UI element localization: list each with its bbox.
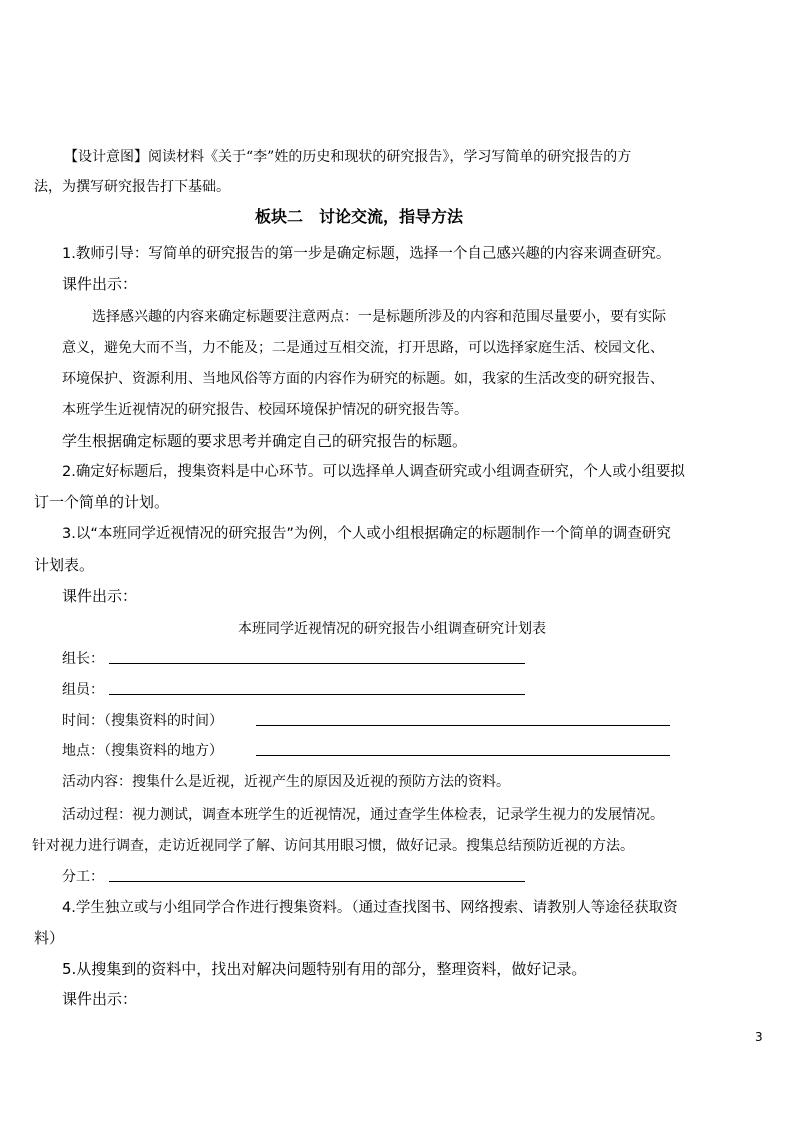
page-number: 3 — [755, 1030, 763, 1044]
p1-line1: 1.教师引导：写简单的研究报告的第一步是确定标题，选择一个自己感兴趣的内容来调查研究。 — [62, 246, 671, 262]
design-intent-line2: 法，为撰写研究报告打下基础。 — [34, 179, 230, 195]
section-title: 板块二 讨论交流，指导方法 — [255, 207, 464, 226]
p5-line1: 5.从搜集到的资料中，找出对解决问题特别有用的部分，整理资料，做好记录。 — [62, 960, 587, 978]
plan-leader-line — [109, 663, 525, 664]
plan-process-line2: 针对视力进行调查，走访近视同学了解、访问其用眼习惯，做好记录。搜集总结预防近视的方法。 — [32, 838, 634, 854]
plan-leader-label: 组长： — [62, 651, 104, 667]
box1-line2: 意义，避免大而不当，力不能及；二是通过互相交流，打开思路，可以选择家庭生活、校园文化、 — [62, 340, 664, 356]
plan-members-line — [109, 694, 525, 695]
p3-line1: 3.以“本班同学近视情况的研究报告”为例，个人或小组根据确定的标题制作一个简单的调查研究 — [62, 526, 671, 542]
plan-place-line — [256, 755, 670, 756]
box1-line4: 本班学生近视情况的研究报告、校园环境保护情况的研究报告等。 — [62, 402, 468, 418]
plan-members-label: 组员： — [62, 682, 104, 698]
box1-line1: 选择感兴趣的内容来确定标题要注意两点：一是标题所涉及的内容和范围尽量要小，要有实际 — [92, 309, 666, 325]
plan-place-label: 地点：（搜集资料的地方） — [62, 743, 223, 759]
plan-time-line — [256, 725, 670, 726]
p3-courseware: 课件出示： — [62, 587, 138, 605]
plan-content: 活动内容：搜集什么是近视，近视产生的原因及近视的预防方法的资料。 — [62, 774, 510, 790]
students-decide-title: 学生根据确定标题的要求思考并确定自己的研究报告的标题。 — [62, 432, 468, 450]
plan-division-line — [109, 881, 525, 882]
plan-time-label: 时间：（搜集资料的时间） — [62, 713, 223, 729]
p2-line1: 2.确定好标题后，搜集资料是中心环节。可以选择单人调查研究或小组调查研究，个人或小组要拟 — [62, 464, 685, 480]
plan-title: 本班同学近视情况的研究报告小组调查研究计划表 — [238, 621, 546, 637]
p5-courseware: 课件出示： — [62, 990, 138, 1008]
p2-line2: 订一个简单的计划。 — [34, 493, 170, 511]
p3-line2: 计划表。 — [34, 556, 95, 574]
plan-division-label: 分工： — [62, 869, 104, 885]
box1-line3: 环境保护、资源利用、当地风俗等方面的内容作为研究的标题。如，我家的生活改变的研究报告、 — [62, 371, 664, 387]
p1-courseware: 课件出示： — [62, 275, 138, 293]
p4-line2: 料） — [34, 929, 65, 947]
plan-process-line1: 活动过程：视力测试，调查本班学生的近视情况，通过查学生体检表，记录学生视力的发展情况。 — [62, 807, 664, 823]
design-intent-line1: 【设计意图】阅读材料《关于“李”姓的历史和现状的研究报告》，学习写简单的研究报告的方 — [64, 149, 632, 165]
p4-line1: 4.学生独立或与小组同学合作进行搜集资料。（通过查找图书、网络搜索、请教别人等途径获取资 — [62, 900, 678, 916]
